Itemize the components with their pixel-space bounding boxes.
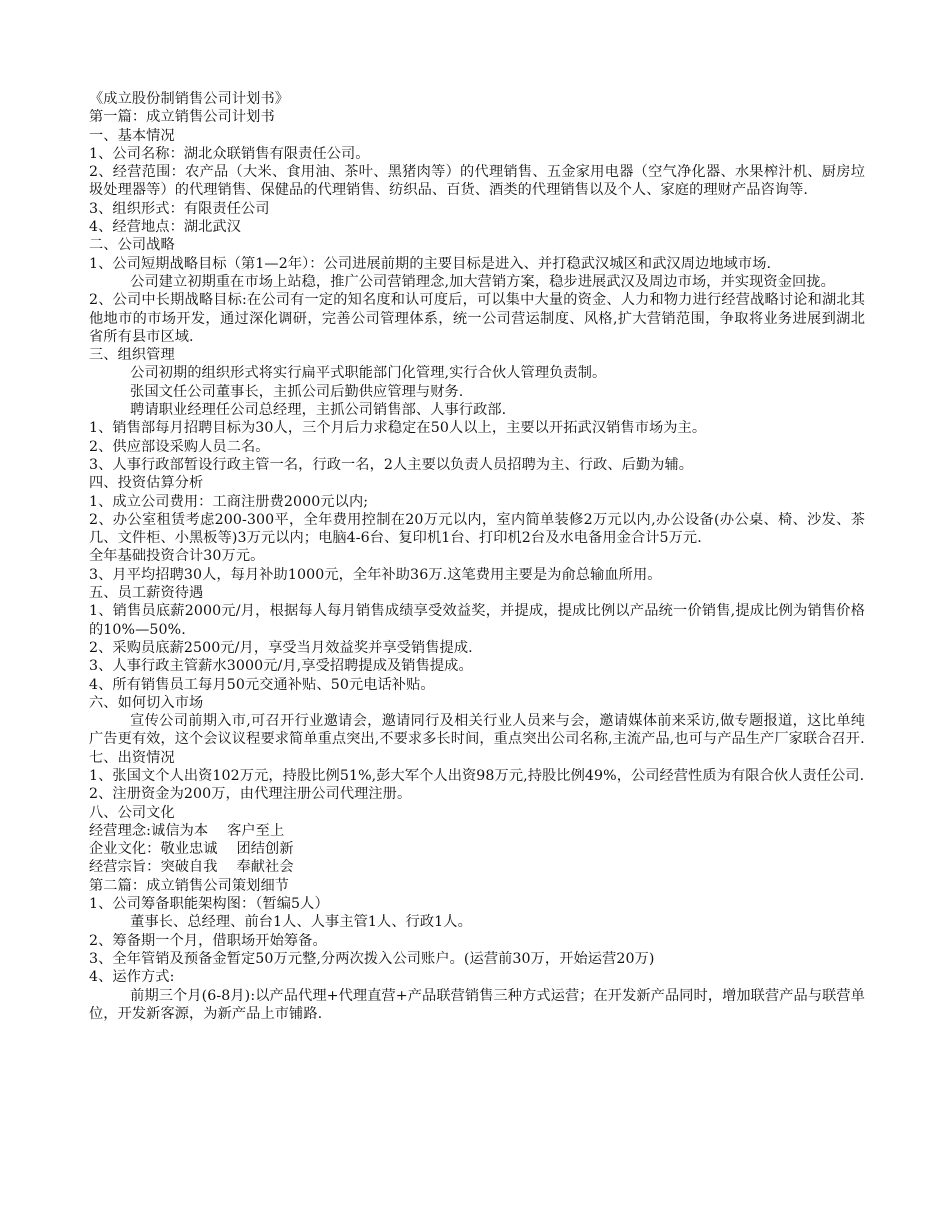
document-paragraph: 前期三个月(6-8月):以产品代理+代理直营+产品联营销售三种方式运营；在开发新产品同时，增加联营产品与联营单位，开发新客源，为新产品上市铺路. bbox=[89, 987, 865, 1022]
document-paragraph: 三、组织管理 bbox=[89, 347, 175, 364]
document-paragraph: 《成立股份制销售公司计划书》 bbox=[89, 91, 290, 107]
document-paragraph: 1、销售员底薪2000元/月，根据每人每月销售成绩享受效益奖，并提成，提成比例以产品统一价销售,提成比例为销售价格的10%—50%. bbox=[89, 603, 865, 638]
document-paragraph: 第二篇：成立销售公司策划细节 bbox=[89, 877, 290, 894]
document-paragraph: 四、投资估算分析 bbox=[89, 475, 204, 492]
document-paragraph: 4、运作方式: bbox=[89, 969, 175, 986]
document-paragraph: 七、出资情况 bbox=[89, 749, 175, 766]
document-paragraph: 3、人事行政主管薪水3000元/月,享受招聘提成及销售提成。 bbox=[89, 658, 473, 675]
document-paragraph: 2、经营范围：农产品（大米、食用油、茶叶、黑猪肉等）的代理销售、五金家用电器（空气净化器、水果榨汁机、厨房垃圾处理器等）的代理销售、保健品的代理销售、纺织品、百货、酒类的代理销售以及个人、家庭的理财产品咨询等. bbox=[89, 164, 865, 199]
document-paragraph: 1、公司名称：湖北众联销售有限责任公司。 bbox=[89, 145, 370, 162]
document-paragraph: 二、公司战略 bbox=[89, 237, 175, 254]
document-paragraph: 经营宗旨：突破自我 奉献社会 bbox=[89, 859, 294, 876]
document-body bbox=[89, 90, 865, 1023]
document-paragraph: 经营理念:诚信为本 客户至上 bbox=[89, 822, 285, 839]
document-paragraph: 2、供应部设采购人员二名。 bbox=[89, 438, 270, 455]
document-paragraph: 1、张国文个人出资102万元，持股比例51%,彭大军个人出资98万元,持股比例49%，公司经营性质为有限合伙人责任公司. bbox=[89, 767, 865, 784]
document-paragraph: 2、采购员底薪2500元/月，享受当月效益奖并享受销售提成. bbox=[89, 639, 473, 656]
document-paragraph: 1、销售部每月招聘目标为30人，三个月后力求稳定在50人以上，主要以开拓武汉销售市场为主。 bbox=[89, 420, 707, 437]
document-paragraph: 1、公司短期战略目标（第1—2年）：公司进展前期的主要目标是进入、并打稳武汉城区和武汉周边地域市场. bbox=[89, 255, 772, 272]
document-paragraph: 4、经营地点：湖北武汉 bbox=[89, 219, 242, 236]
document-paragraph: 3、全年管销及预备金暂定50万元整,分两次拨入公司账户。(运营前30万，开始运营20万) bbox=[89, 950, 655, 967]
document-paragraph: 聘请职业经理任公司总经理，主抓公司销售部、人事行政部. bbox=[130, 402, 507, 419]
document-paragraph: 2、注册资金为200万，由代理注册公司代理注册。 bbox=[89, 786, 412, 803]
document-paragraph: 一、基本情况 bbox=[89, 127, 175, 144]
document-paragraph: 4、所有销售员工每月50元交通补贴、50元电话补贴。 bbox=[89, 676, 435, 693]
document-paragraph: 3、月平均招聘30人，每月补助1000元，全年补助36万.这笔费用主要是为俞总输血所用。 bbox=[89, 566, 662, 583]
document-paragraph: 3、组织形式：有限责任公司 bbox=[89, 200, 270, 217]
document-paragraph: 八、公司文化 bbox=[89, 804, 175, 821]
document-paragraph: 2、公司中长期战略目标:在公司有一定的知名度和认可度后，可以集中大量的资金、人力和物力进行经营战略讨论和湖北其他地市的市场开发，通过深化调研，完善公司管理体系，统一公司营运制度、风格,扩大营销范围，争取将业务进展到湖北省所有县市区域. bbox=[89, 292, 865, 345]
document-paragraph: 1、成立公司费用：工商注册费2000元以内; bbox=[89, 493, 369, 510]
document-paragraph: 3、人事行政部暂设行政主管一名，行政一名，2人主要以负责人员招聘为主、行政、后勤为辅。 bbox=[89, 456, 694, 473]
document-paragraph: 企业文化：敬业忠诚 团结创新 bbox=[89, 841, 294, 858]
document-paragraph: 公司初期的组织形式将实行扁平式职能部门化管理,实行合伙人管理负责制。 bbox=[130, 365, 607, 382]
document-paragraph: 张国文任公司董事长，主抓公司后勤供应管理与财务. bbox=[130, 383, 464, 400]
document-paragraph: 全年基础投资合计30万元。 bbox=[89, 548, 265, 565]
document-paragraph: 六、如何切入市场 bbox=[89, 694, 204, 711]
document-paragraph: 宣传公司前期入市,可召开行业邀请会，邀请同行及相关行业人员来与会，邀请媒体前来采访,做专题报道，这比单纯广告更有效，这个会议议程要求简单重点突出,不要求多长时间，重点突出公司名称,主流产品,也可与产品生产厂家联合召开. bbox=[89, 713, 865, 748]
document-paragraph: 董事长、总经理、前台1人、人事主管1人、行政1人。 bbox=[130, 914, 472, 931]
document-paragraph: 公司建立初期重在市场上站稳，推广公司营销理念,加大营销方案，稳步进展武汉及周边市场，并实现资金回拢。 bbox=[130, 273, 835, 290]
document-paragraph: 五、员工薪资待遇 bbox=[89, 585, 204, 602]
document-paragraph: 2、筹备期一个月，借职场开始筹备。 bbox=[89, 932, 327, 949]
document-paragraph: 第一篇：成立销售公司计划书 bbox=[89, 109, 275, 126]
document-paragraph: 1、公司筹备职能架构图：（暂编5人） bbox=[89, 896, 329, 913]
document-paragraph: 2、办公室租赁考虑200-300平，全年费用控制在20万元以内，室内简单装修2万元以内,办公设备(办公桌、椅、沙发、茶几、文件柜、小黑板等)3万元以内；电脑4-6台、复印机1台、打印机2台及水电备用金合计5万元. bbox=[89, 511, 865, 547]
